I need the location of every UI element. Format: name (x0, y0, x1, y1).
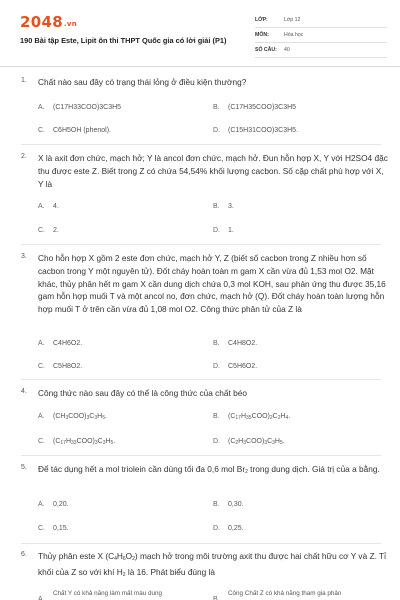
question-text: Chất nào sau đây có trạng thái lỏng ở điều kiện thường? (38, 77, 247, 87)
question-number: 1. (21, 77, 27, 84)
option-b[interactable] (213, 501, 244, 508)
option-text: (C15H31COO)3C3H5. (228, 127, 299, 134)
option-formula: $(C_2H_3COO)_3C_3H_5$. (228, 438, 285, 446)
option-formula: $(C_{17}H_{35}COO)_2C_2H_4$. (228, 413, 291, 421)
option-letter: A. (38, 501, 45, 508)
meta-key: LỚP: (255, 17, 268, 23)
option-formula: $(CH_3COO)_3C_3H_5$. (53, 413, 107, 421)
option-letter: D. (213, 127, 220, 134)
option-letter: B. (213, 203, 220, 210)
option-letter: C. (38, 363, 45, 370)
option-letter: D. (213, 227, 220, 234)
option-b[interactable] (213, 104, 296, 111)
option-letter: C. (38, 227, 45, 234)
option-text: 0,25. (228, 525, 244, 532)
option-text: 0,30. (228, 501, 244, 508)
question-number: 5. (21, 464, 27, 471)
option-text: C4H6O2. (53, 340, 83, 347)
meta-key: MÔN: (255, 32, 269, 38)
option-a[interactable] (38, 340, 82, 347)
question-text: Cho hỗn hợp X gồm 2 este đơn chức, mạch hở Y, Z (biết số cacbon trong Z nhiều hơn số cacbon trong Y một nguyên tử). Đốt cháy hoàn toàn m gam X cần vừa đủ 1,53 mol O2. Mặt khác, thủy phân hết m gam X cần dung dịch chứa 0,3 mol KOH, sau phản ứng thu được 35,16 gam hỗn hợp muối T và một ancol no, đơn chức, mạch hở (Q). Đốt cháy hoàn toàn lượng hỗn hợp muối T ở trên cần vừa đủ 1,08 mol O2. Công thức phân tử của Z là (38, 253, 386, 315)
header-divider (0, 66, 400, 67)
question-number: 4. (21, 388, 27, 395)
option-letter: B. (213, 596, 220, 600)
option-letter: C. (38, 127, 45, 134)
meta-row-class (255, 13, 387, 28)
option-a[interactable] (38, 501, 69, 508)
site-logo[interactable] (20, 13, 77, 31)
option-text: 2. (53, 227, 59, 234)
option-text: Chất Y có khả năng làm mất màu dung (53, 590, 162, 597)
document-meta (255, 13, 387, 58)
option-letter: D. (213, 525, 220, 532)
option-letter: B. (213, 413, 220, 420)
meta-value: Lớp 12 (284, 17, 301, 23)
option-text: (C17H33COO)3C3H5 (53, 104, 122, 111)
option-d[interactable] (213, 127, 298, 134)
option-letter: B. (213, 104, 220, 111)
question-text: Thủy phân este X $(C_4H_6O_2)$ mạch hở trong môi trường axit thu được hai chất hữu cơ Y và Z. Tỉ khối của Z so với khí $H_2$ là 16. Phát biểu đúng là (38, 551, 386, 578)
option-a[interactable] (38, 590, 162, 600)
option-text: Công Chất Z có khả năng tham gia phản (228, 590, 342, 597)
option-a[interactable] (38, 104, 121, 111)
option-letter: D. (213, 438, 220, 445)
option-b[interactable] (213, 340, 257, 347)
option-text: C6H5OH (phenol). (53, 127, 111, 134)
question-divider (21, 543, 381, 544)
option-c[interactable] (38, 438, 115, 446)
question-text: X là axit đơn chức, mạch hở; Y là ancol đơn chức, mạch hở. Đun hỗn hợp X, Y với H2SO4 đặc thu được este Z. Biết trong Z có chứa 54,54% khối lượng cacbon. Số cặp chất phù hợp với X, Y là (38, 153, 388, 189)
option-text: C5H6O2. (228, 363, 258, 370)
logo-suffix: .vn (63, 20, 78, 28)
option-d[interactable] (213, 227, 234, 234)
question-divider (21, 379, 381, 380)
question-number: 6. (21, 551, 27, 558)
option-d[interactable] (213, 363, 257, 370)
question-divider (21, 455, 381, 456)
option-a[interactable] (38, 413, 107, 421)
option-d[interactable] (213, 438, 285, 446)
option-c[interactable] (38, 127, 111, 134)
option-c[interactable] (38, 363, 82, 370)
option-b[interactable] (213, 590, 341, 600)
meta-row-subject (255, 28, 387, 43)
option-letter: A. (38, 340, 45, 347)
meta-key: SỐ CÂU: (255, 47, 277, 53)
option-c[interactable] (38, 227, 59, 234)
option-letter: A. (38, 413, 45, 420)
option-c[interactable] (38, 525, 69, 532)
option-text: (C17H35COO)3C3H5 (228, 104, 297, 111)
option-letter: A. (38, 203, 45, 210)
option-letter: B. (213, 340, 220, 347)
option-text: 1. (228, 227, 234, 234)
question-divider (21, 244, 381, 245)
document-header (0, 0, 400, 62)
meta-value: Hóa học (284, 32, 304, 38)
option-a[interactable] (38, 203, 59, 210)
option-d[interactable] (213, 525, 244, 532)
question-text: Để tác dụng hết a mol triolein cần dùng tối đa 0,6 mol $Br_2$ trong dung dịch. Giá trị của a bằng. (38, 464, 380, 475)
question-number: 3. (21, 253, 27, 260)
option-text: 0,20. (53, 501, 69, 508)
document-title: 190 Bài tập Este, Lipit ôn thi THPT Quốc gia có lời giải (P1) (20, 36, 227, 45)
meta-value: 40 (284, 47, 290, 53)
option-letter: B. (213, 501, 220, 508)
option-formula: $(C_{17}H_{33}COO)_3C_3H_5$. (53, 438, 116, 446)
option-text: C5H8O2. (53, 363, 83, 370)
meta-row-count (255, 43, 387, 58)
option-text: C4H8O2. (228, 340, 258, 347)
logo-text: 2048 (20, 13, 63, 31)
option-letter: A. (38, 104, 45, 111)
option-text: 4. (53, 203, 59, 210)
question-text: Công thức nào sau đây có thể là công thức của chất béo (38, 388, 247, 398)
option-letter: C. (38, 438, 45, 445)
option-text: 0,15. (53, 525, 69, 532)
option-text: 3. (228, 203, 234, 210)
option-b[interactable] (213, 203, 234, 210)
option-letter: A. (38, 596, 45, 600)
question-number: 2. (21, 153, 27, 160)
question-divider (21, 144, 381, 145)
option-letter: C. (38, 525, 45, 532)
option-b[interactable] (213, 413, 290, 421)
option-letter: D. (213, 363, 220, 370)
